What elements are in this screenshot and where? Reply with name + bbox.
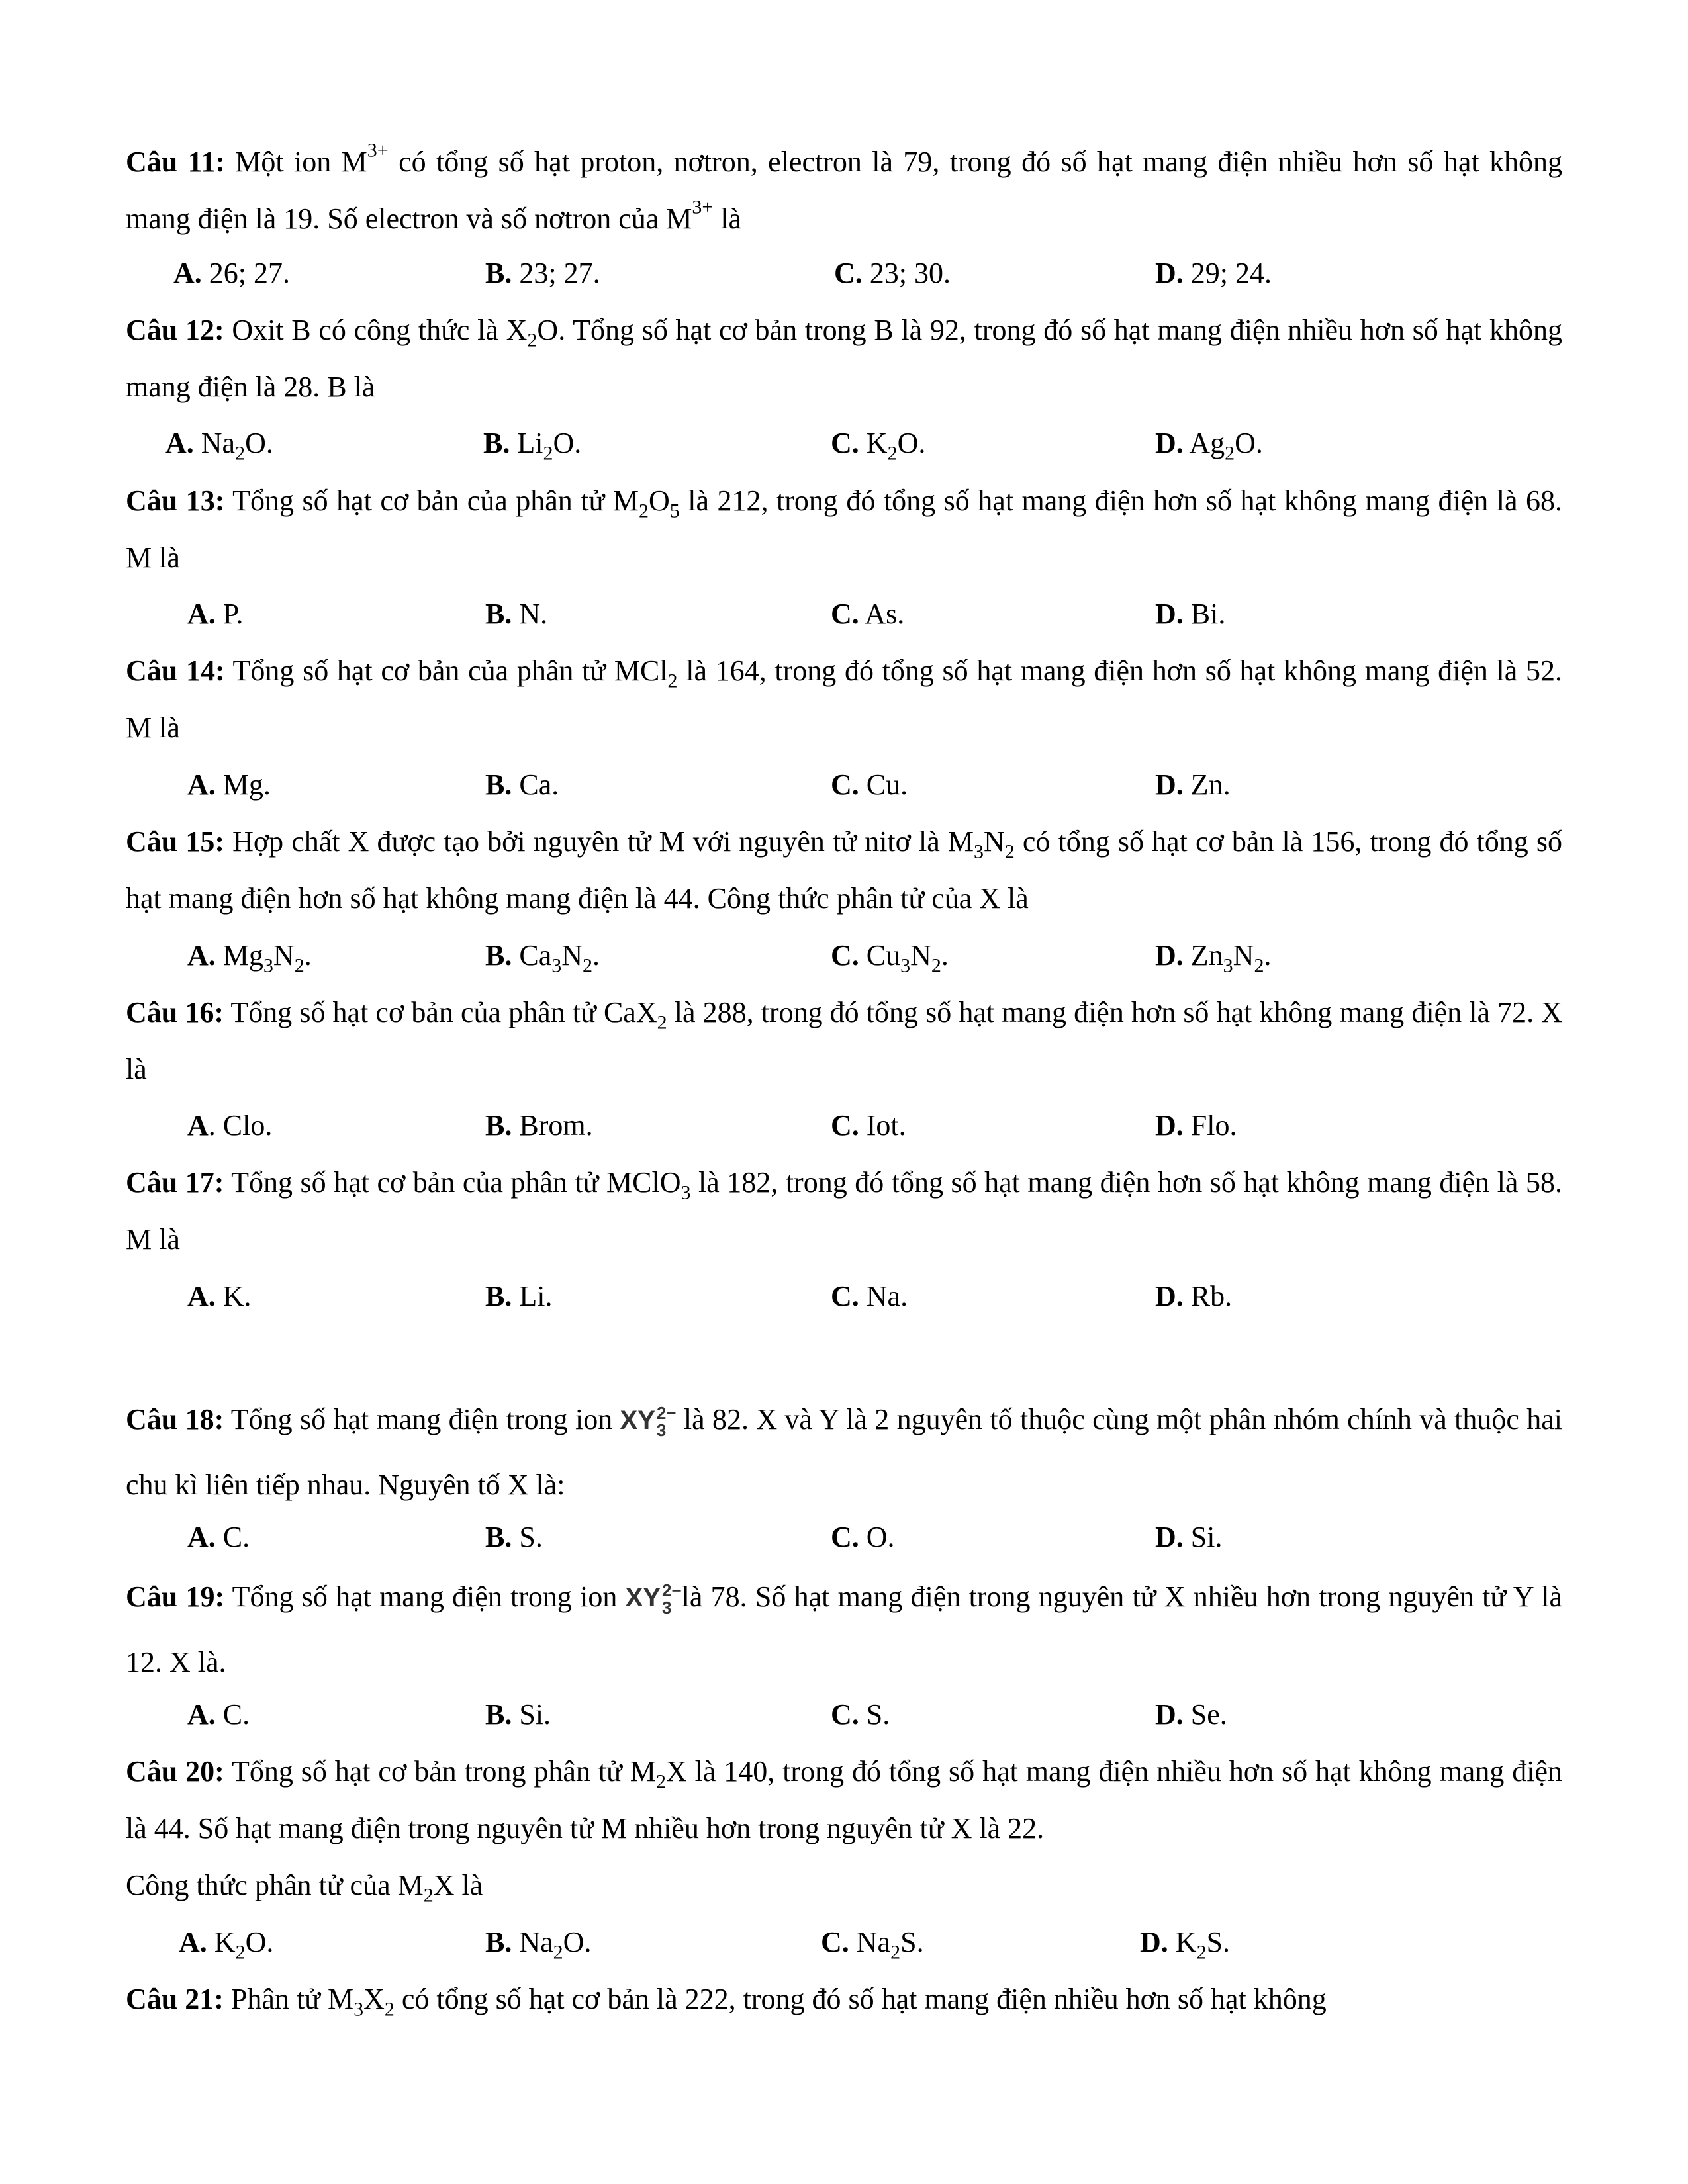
options-19 bbox=[0, 1686, 1688, 1743]
option-d[interactable]: D. Se. bbox=[1155, 1698, 1227, 1731]
option-c[interactable]: C. $Na_2S$. bbox=[821, 1926, 924, 1964]
question-label: Câu 11: bbox=[126, 146, 225, 178]
question-20: Câu 20: Tổng số hạt cơ bản trong phân tử $M_2X$ là 140, trong đó tổng số hạt mang điện nhiều hơn số hạt không mang điện là 44. Số hạt mang điện trong nguyên tử M nhiều hơn trong nguyên tử X là 22. bbox=[126, 1755, 1562, 1844]
option-d[interactable]: D. $Zn_3N_2$. bbox=[1155, 939, 1272, 977]
ion-formula: XY 2− 3 bbox=[625, 1580, 682, 1618]
options-16 bbox=[0, 1097, 1688, 1154]
option-c[interactable]: C. Na. bbox=[831, 1280, 908, 1312]
options-11 bbox=[0, 245, 1688, 302]
option-a[interactable]: A. $K_2O$. bbox=[179, 1926, 274, 1964]
option-d[interactable]: D. $Ag_2O$. bbox=[1155, 427, 1263, 465]
question-13: Câu 13: Tổng số hạt cơ bản của phân tử $M_2O_5$ là 212, trong đó tổng số hạt mang điện hơn số hạt không mang điện là 68. M là bbox=[126, 484, 1562, 574]
question-label: Câu 16: bbox=[126, 996, 224, 1028]
option-b[interactable]: B. Ca. bbox=[485, 768, 559, 801]
option-c[interactable]: C. $K_2O$. bbox=[831, 427, 926, 465]
question-12: Câu 12: Oxit B có công thức là $X_2O$. Tổng số hạt cơ bản trong B là 92, trong đó số hạt mang điện nhiều hơn số hạt không mang điện là 28. B là bbox=[126, 314, 1562, 403]
question-14: Câu 14: Tổng số hạt cơ bản của phân tử MCl$_2$ là 164, trong đó tổng số hạt mang điện hơn số hạt không mang điện là 52. M là bbox=[126, 655, 1563, 744]
option-b[interactable]: B. $Na_2O$. bbox=[485, 1926, 592, 1964]
option-d[interactable]: D. 29; 24. bbox=[1155, 257, 1272, 289]
option-d[interactable]: D. $K_2S$. bbox=[1140, 1926, 1231, 1964]
option-b[interactable]: B. Li. bbox=[485, 1280, 553, 1312]
question-label: Câu 17: bbox=[126, 1166, 224, 1199]
options-13 bbox=[0, 586, 1688, 643]
option-a[interactable]: A. C. bbox=[187, 1698, 250, 1731]
option-d[interactable]: D. Flo. bbox=[1155, 1109, 1237, 1142]
option-c[interactable]: C. As. bbox=[831, 598, 905, 630]
ion-formula: XY 2− 3 bbox=[620, 1403, 677, 1441]
option-b[interactable]: B. $Li_2O$. bbox=[483, 427, 582, 465]
question-11: Câu 11: Một ion $M^{3+}$ có tổng số hạt proton, nơtron, electron là 79, trong đó số hạt mang điện nhiều hơn số hạt không mang điện là 19. Số electron và số nơtron của $M^{3+}$ là bbox=[126, 139, 1562, 235]
question-21: Câu 21: Phân tử $M_3X_2$ có tổng số hạt cơ bản là 222, trong đó số hạt mang điện nhiều hơn số hạt không bbox=[126, 1983, 1327, 2021]
options-17 bbox=[0, 1268, 1688, 1325]
options-18 bbox=[0, 1509, 1688, 1566]
options-20 bbox=[0, 1914, 1688, 1971]
option-a[interactable]: A. Mg. bbox=[187, 768, 271, 801]
option-c[interactable]: C. 23; 30. bbox=[834, 257, 951, 289]
question-label: Câu 15: bbox=[126, 825, 225, 858]
question-label: Câu 12: bbox=[126, 314, 224, 346]
option-b[interactable]: B. 23; 27. bbox=[485, 257, 600, 289]
option-a[interactable]: A. P. bbox=[187, 598, 244, 630]
option-d[interactable]: D. Rb. bbox=[1155, 1280, 1233, 1312]
question-18: Câu 18: Tổng số hạt mang điện trong ion XY 2− 3 là 82. X và Y là 2 nguyên tố thuộc cùng một phân nhóm chính và thuộc hai chu kì liên tiếp nhau. Nguyên tố X là: bbox=[126, 1403, 1562, 1501]
question-label: Câu 18: bbox=[126, 1403, 224, 1435]
question-label: Câu 20: bbox=[126, 1755, 224, 1788]
option-a[interactable]: A. 26; 27. bbox=[173, 257, 291, 289]
option-c[interactable]: C. Cu. bbox=[831, 768, 908, 801]
option-a[interactable]: A. $Na_2O$. bbox=[165, 427, 273, 465]
option-b[interactable]: B. S. bbox=[485, 1521, 543, 1553]
option-d[interactable]: D. Si. bbox=[1155, 1521, 1223, 1553]
option-d[interactable]: D. Zn. bbox=[1155, 768, 1231, 801]
option-d[interactable]: D. Bi. bbox=[1155, 598, 1226, 630]
option-b[interactable]: B. Brom. bbox=[485, 1109, 593, 1142]
question-label: Câu 14: bbox=[126, 655, 225, 687]
option-b[interactable]: B. $Ca_3N_2$. bbox=[485, 939, 600, 977]
option-a[interactable]: A. Clo. bbox=[187, 1109, 273, 1142]
options-12 bbox=[0, 415, 1688, 472]
options-15 bbox=[0, 927, 1688, 984]
option-a[interactable]: A. K. bbox=[187, 1280, 252, 1312]
option-c[interactable]: C. O. bbox=[831, 1521, 895, 1553]
option-c[interactable]: C. $Cu_3N_2$. bbox=[831, 939, 949, 977]
question-label: Câu 19: bbox=[126, 1580, 225, 1613]
option-c[interactable]: C. Iot. bbox=[831, 1109, 906, 1142]
question-19: Câu 19: Tổng số hạt mang điện trong ion XY 2− 3 là 78. Số hạt mang điện trong nguyên tử X nhiều hơn trong nguyên tử Y là 12. X là. bbox=[126, 1580, 1562, 1678]
question-label: Câu 13: bbox=[126, 484, 225, 517]
question-16: Câu 16: Tổng số hạt cơ bản của phân tử CaX$_2$ là 288, trong đó tổng số hạt mang điện hơn số hạt không mang điện là 72. X là bbox=[126, 996, 1562, 1085]
question-15: Câu 15: Hợp chất X được tạo bởi nguyên tử M với nguyên tử nitơ là $M_3N_2$ có tổng số hạt cơ bản là 156, trong đó tổng số hạt mang điện hơn số hạt không mang điện là 44. Công thức phân tử của X là bbox=[126, 825, 1563, 915]
option-b[interactable]: B. N. bbox=[485, 598, 548, 630]
question-20-line3: Công thức phân tử của $M_2X$ là bbox=[126, 1869, 483, 1907]
question-label: Câu 21: bbox=[126, 1983, 224, 2015]
option-c[interactable]: C. S. bbox=[831, 1698, 890, 1731]
option-a[interactable]: A. $Mg_3N_2$. bbox=[187, 939, 312, 977]
option-b[interactable]: B. Si. bbox=[485, 1698, 551, 1731]
options-14 bbox=[0, 756, 1688, 813]
option-a[interactable]: A. C. bbox=[187, 1521, 250, 1553]
question-17: Câu 17: Tổng số hạt cơ bản của phân tử MClO$_3$ là 182, trong đó tổng số hạt mang điện hơn số hạt không mang điện là 58. M là bbox=[126, 1166, 1562, 1255]
